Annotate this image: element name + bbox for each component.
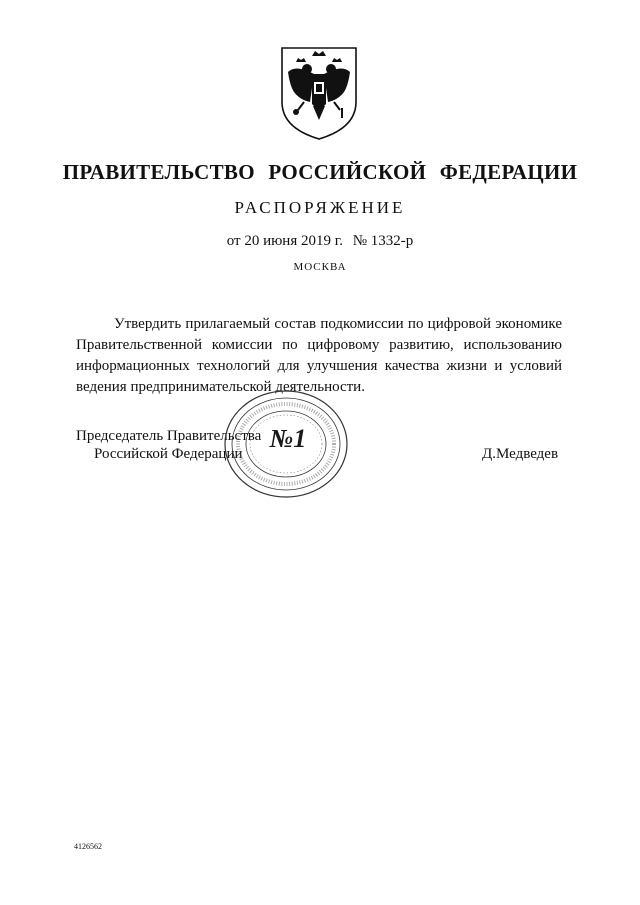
document-body [76, 314, 562, 398]
document-type: РАСПОРЯЖЕНИЕ [234, 198, 406, 217]
signer-position-line-1: Председатель Правительства [76, 428, 262, 444]
signer-name: Д.Медведев [482, 446, 559, 462]
seal-number: №1 [269, 424, 307, 453]
signer-position-line-2: Российской Федерации [94, 446, 243, 462]
document-date: от 20 июня 2019 г. [226, 233, 343, 249]
document-date-line [0, 233, 640, 250]
footer-code: 4126562 [74, 842, 102, 851]
document-city: МОСКВА [293, 261, 347, 273]
coat-of-arms-icon [274, 42, 364, 142]
government-title: ПРАВИТЕЛЬСТВО РОССИЙСКОЙ ФЕДЕРАЦИИ [62, 160, 578, 184]
body-paragraph: Утвердить прилагаемый состав подкомиссии по цифровой экономике Правительственной комиссии по цифровому развитию, использованию информационных технологий для улучшения качества жизни и условий ведения предпринимательской деятельности. [76, 316, 562, 395]
document-number: № 1332-р [352, 233, 414, 249]
